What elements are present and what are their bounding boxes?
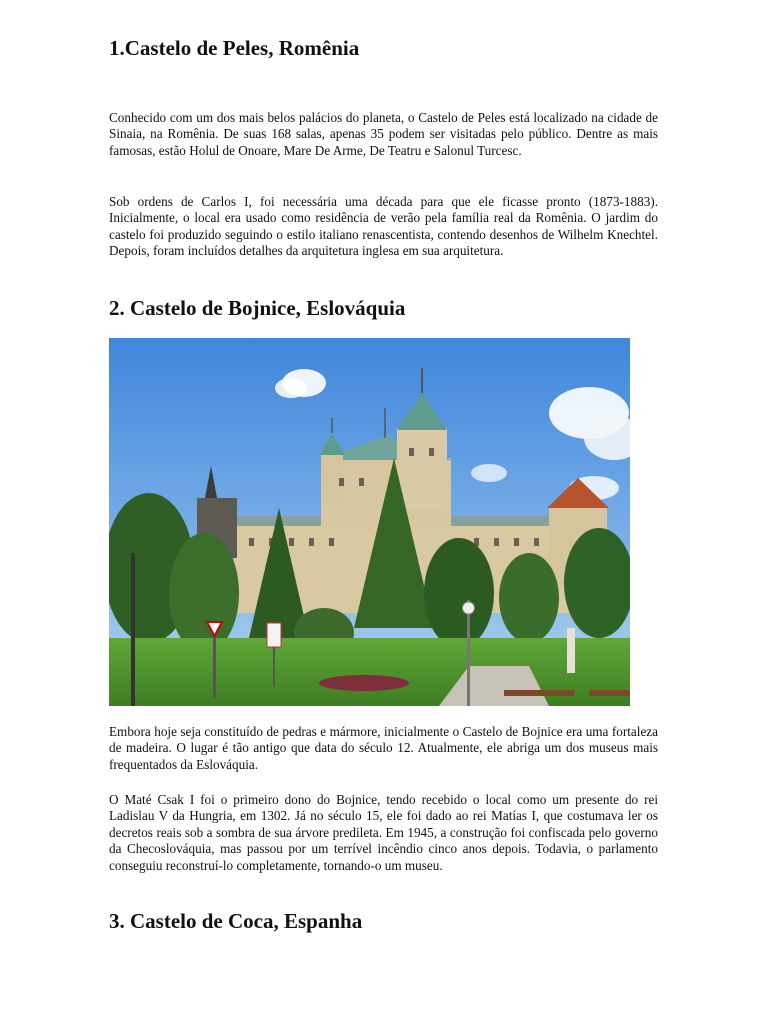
section-1-heading: 1.Castelo de Peles, Romênia [109,36,360,60]
section-2-paragraph-2: O Maté Csak I foi o primeiro dono do Bojnice, tendo recebido o local como um presente do rei Ladislau V da Hungria, em 1302. Já no século 15, ele foi dado ao rei Matías I, que costumava ler os decretos reais sob a sombra de sua árvore predileta. Em 1945, a construção foi confiscada pelo governo da Checoslováquia, mas passou por um terrível incêndio cinco anos depois. Todavia, o parlamento conseguiu reconstruí-lo completamente, tornando-o um museu. [109,792,658,873]
section-2-paragraph-1: Embora hoje seja constituído de pedras e mármore, inicialmente o Castelo de Bojnice era uma fortaleza de madeira. O lugar é tão antigo que data do século 12. Atualmente, ele abriga um dos museus mais frequentados da Eslováquia. [109,724,658,772]
section-1-paragraph-2: Sob ordens de Carlos I, foi necessária uma década para que ele ficasse pronto (1873-1883). Inicialmente, o local era usado como residência de verão pela família real da Romênia. O jardim do castelo foi produzido seguindo o estilo italiano renascentista, contendo desenhos de Wilhelm Knechtel. Depois, foram incluídos detalhes da arquitetura inglesa em sua arquitetura. [109,194,658,259]
castle-bojnice-photo [109,338,630,706]
section-1-paragraph-1: Conhecido com um dos mais belos palácios do planeta, o Castelo de Peles está localizado na cidade de Sinaia, na Romênia. De suas 168 salas, apenas 35 podem ser visitadas pelo público. Dentre as mais famosas, estão Holul de Onoare, Mare De Arme, De Teatru e Salonul Turcesc. [109,110,658,158]
section-3-heading: 3. Castelo de Coca, Espanha [109,909,363,933]
section-2-heading: 2. Castelo de Bojnice, Eslováquia [109,296,406,320]
